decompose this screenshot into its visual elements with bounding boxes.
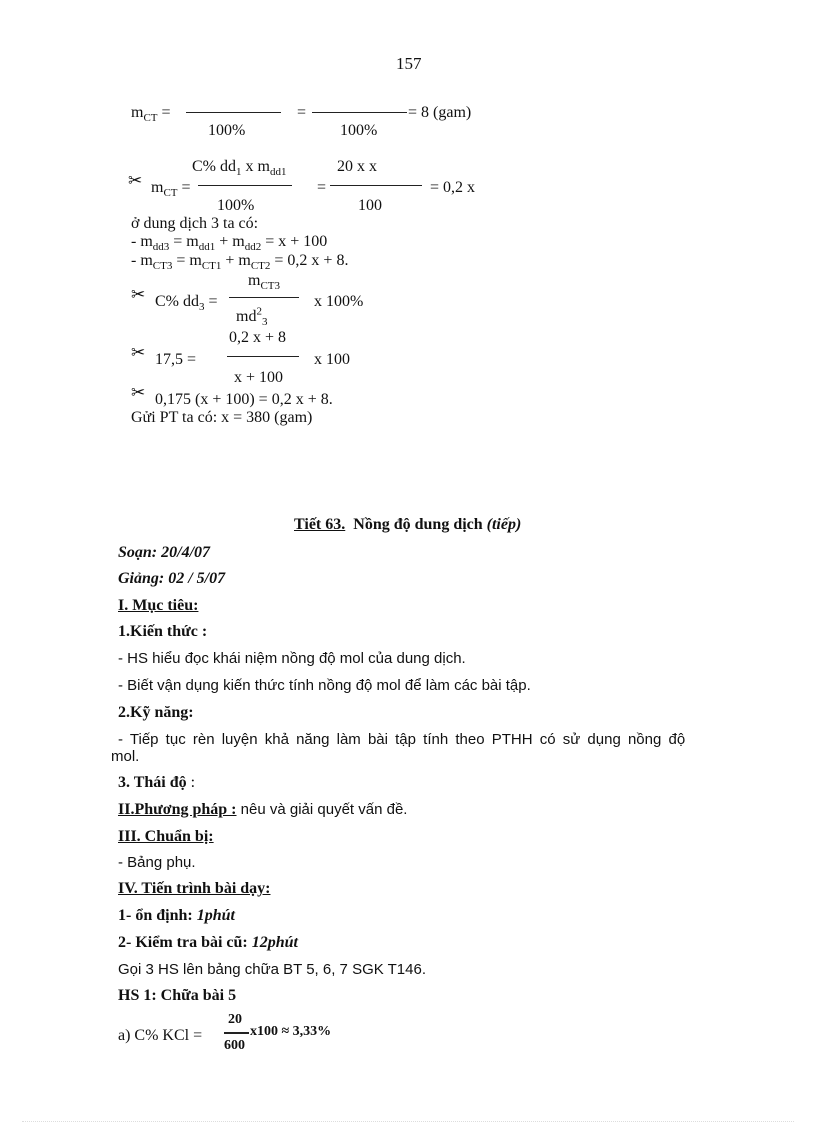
ky-nang-line-1: - Tiếp tục rèn luyện khả năng làm bài tập tính theo PTHH có sử dụng nồng độ <box>118 731 686 748</box>
calc-line6-den: $md^2_3$ <box>236 305 268 329</box>
soan-date: Soạn: 20/4/07 <box>118 544 211 561</box>
fraction-bar <box>312 112 407 113</box>
calc-line2-result: = 0,2 x <box>430 179 476 196</box>
on-dinh-time: 1phút <box>192 907 235 924</box>
fraction-bar <box>227 356 299 357</box>
calc-line5: - $m_{CT3} = m_{CT1} + m_{CT2} = 0,2$ x + 8. <box>131 252 349 273</box>
lesson-title <box>294 517 521 533</box>
phuong-phap-label: II.Phương pháp : <box>118 801 237 818</box>
calc-line4: - $m_{dd3} = m_{dd1} + m_{dd2} = x + 100$ <box>131 233 328 254</box>
hs1-heading: HS 1: Chữa bài 5 <box>118 987 237 1004</box>
calc-line1-result: = 8 (gam) <box>408 104 472 121</box>
lesson-number: Tiết 63. <box>294 516 346 533</box>
page-bottom-border <box>22 1121 794 1122</box>
calc-line2-eq: = <box>317 179 327 196</box>
answer-a-lhs: a) C% KCl = <box>118 1027 203 1044</box>
fraction-bar <box>186 112 281 113</box>
answer-a-num: 20 <box>228 1012 242 1027</box>
ky-nang-line-2: mol. <box>111 748 140 765</box>
calc-line2-lhs: $m_{CT}$ = <box>151 179 191 200</box>
thai-do-colon: : <box>186 774 196 791</box>
calc-line2-num2: 20 x x <box>337 158 377 175</box>
calc-line7-den: x + 100 <box>234 369 284 386</box>
calc-line9: Gửi PT ta có: x = 380 (gam) <box>131 409 313 426</box>
scissors-icon: ✂ <box>131 343 146 363</box>
giang-date: Giảng: 02 / 5/07 <box>118 570 226 587</box>
thai-do-label: 3. Thái độ <box>118 774 187 791</box>
answer-a-den: 600 <box>224 1038 245 1053</box>
heading-thai-do <box>118 775 195 791</box>
page-number: 157 <box>396 54 422 73</box>
section-chuan-bi: III. Chuẩn bị: <box>118 828 214 845</box>
calc-line1-den1: 100% <box>208 122 246 139</box>
calc-line2-den1: 100% <box>217 197 255 214</box>
calc-line7-num: 0,2 x + 8 <box>229 329 287 346</box>
calc-line2-num1: C% $dd_1$ x $m_{dd1}$ <box>192 158 287 179</box>
kien-thuc-item-1: - HS hiểu đọc khái niệm nồng độ mol của dung dịch. <box>118 650 466 667</box>
calc-line6-lhs: C% $dd_3$ = <box>155 293 218 314</box>
calc-line8: 0,175 (x + 100) = 0,2 x + 8. <box>155 391 333 408</box>
kiem-tra-label: 2- Kiểm tra bài cũ: <box>118 934 248 951</box>
phuong-phap-text: nêu và giải quyết vấn đề. <box>236 801 408 818</box>
heading-kien-thuc: 1.Kiến thức : <box>118 623 208 640</box>
fraction-bar <box>330 185 422 186</box>
scissors-icon: ✂ <box>131 285 146 305</box>
fraction-bar <box>229 297 299 298</box>
heading-ky-nang: 2.Kỹ năng: <box>118 704 194 721</box>
scissors-icon: ✂ <box>128 171 143 191</box>
calc-line1-den2: 100% <box>340 122 378 139</box>
calc-line2-den2: 100 <box>358 197 382 214</box>
calc-line6-num: $m_{CT3}$ <box>248 272 281 293</box>
lesson-name: Nồng độ dung dịch <box>353 516 483 533</box>
lesson-tiep: (tiếp) <box>486 516 522 533</box>
kien-thuc-item-2: - Biết vận dụng kiến thức tính nồng độ mol để làm các bài tập. <box>118 677 531 694</box>
kiem-tra <box>118 935 298 951</box>
calc-line7-lhs: 17,5 = <box>155 351 197 368</box>
calc-line1-eq: = <box>297 104 307 121</box>
fraction-bar <box>198 185 292 186</box>
section-muc-tieu: I. Mục tiêu: <box>118 597 199 614</box>
calc-line7-tail: x 100 <box>314 351 350 368</box>
scissors-icon: ✂ <box>131 383 146 403</box>
on-dinh <box>118 908 235 924</box>
calc-line6-tail: x 100% <box>314 293 364 310</box>
goi-hs: Gọi 3 HS lên bảng chữa BT 5, 6, 7 SGK T146. <box>118 961 426 978</box>
answer-a-tail: x100 ≈ 3,33% <box>250 1024 332 1039</box>
fraction-bar <box>224 1032 249 1034</box>
calc-line3: ở dung dịch 3 ta có: <box>131 215 259 232</box>
bang-phu: - Bảng phụ. <box>118 854 196 871</box>
section-tien-trinh: IV. Tiến trình bài dạy: <box>118 880 271 897</box>
calc-line1-lhs: $m_{CT}$ = <box>131 104 171 125</box>
on-dinh-label: 1- ổn định: <box>118 907 193 924</box>
kiem-tra-time: 12phút <box>247 934 298 951</box>
section-phuong-phap <box>118 802 407 818</box>
